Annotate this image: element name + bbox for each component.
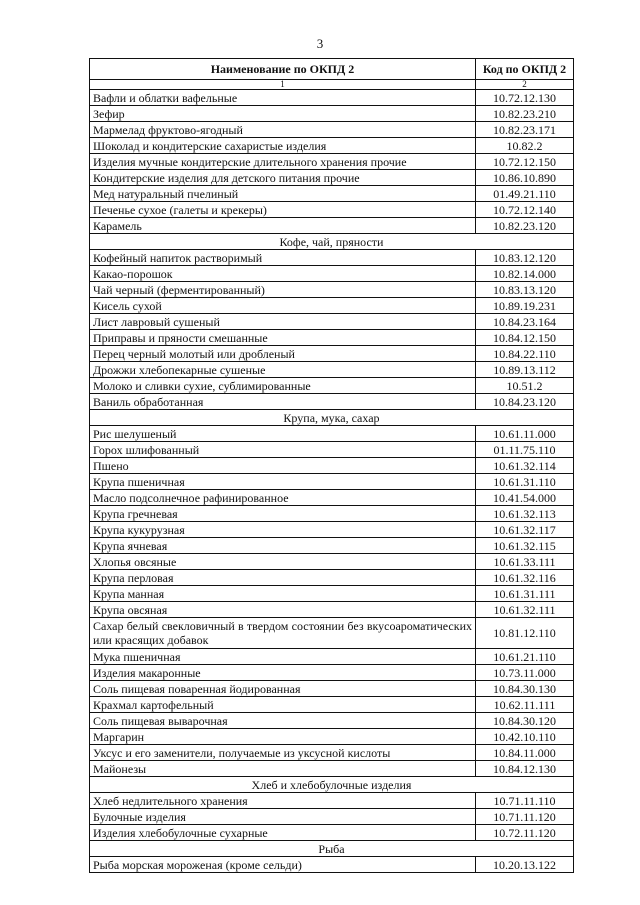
table-row xyxy=(90,570,574,586)
table-row xyxy=(90,522,574,538)
okpd-code: 10.61.32.111 xyxy=(476,602,574,618)
table-header-row xyxy=(90,59,574,80)
okpd-code: 10.83.13.120 xyxy=(476,282,574,298)
product-name: Изделия мучные кондитерские длительного хранения прочие xyxy=(90,154,476,170)
product-name: Дрожжи хлебопекарные сушеные xyxy=(90,362,476,378)
okpd-code: 10.51.2 xyxy=(476,378,574,394)
product-name: Уксус и его заменители, получаемые из уксусной кислоты xyxy=(90,745,476,761)
okpd-code: 10.72.12.150 xyxy=(476,154,574,170)
table-row xyxy=(90,729,574,745)
product-name: Кисель сухой xyxy=(90,298,476,314)
section-row xyxy=(90,234,574,250)
okpd-table xyxy=(89,58,574,873)
table-row xyxy=(90,426,574,442)
table-row xyxy=(90,681,574,697)
okpd-code: 10.84.22.110 xyxy=(476,346,574,362)
product-name: Печенье сухое (галеты и крекеры) xyxy=(90,202,476,218)
product-name: Рис шелушеный xyxy=(90,426,476,442)
table-row xyxy=(90,362,574,378)
okpd-code: 10.89.19.231 xyxy=(476,298,574,314)
table-row xyxy=(90,202,574,218)
okpd-code: 10.61.32.113 xyxy=(476,506,574,522)
okpd-code: 10.61.31.111 xyxy=(476,586,574,602)
page-number: 3 xyxy=(316,36,324,51)
product-name: Сахар белый свекловичный в твердом состоянии без вкусоароматических или красящих добавок xyxy=(90,618,476,649)
table-row xyxy=(90,474,574,490)
okpd-code: 10.71.11.110 xyxy=(476,793,574,809)
product-name: Крупа пшеничная xyxy=(90,474,476,490)
product-name: Крупа гречневая xyxy=(90,506,476,522)
section-title: Крупа, мука, сахар xyxy=(90,410,574,426)
table-row xyxy=(90,618,574,649)
product-name: Шоколад и кондитерские сахаристые изделия xyxy=(90,138,476,154)
column-index-row xyxy=(90,80,574,90)
table-row xyxy=(90,649,574,665)
product-name: Соль пищевая поваренная йодированная xyxy=(90,681,476,697)
header-name: Наименование по ОКПД 2 xyxy=(90,59,476,80)
table-row xyxy=(90,713,574,729)
okpd-code: 10.82.23.210 xyxy=(476,106,574,122)
table-row xyxy=(90,442,574,458)
table-row xyxy=(90,122,574,138)
product-name: Хлопья овсяные xyxy=(90,554,476,570)
product-name: Хлеб недлительного хранения xyxy=(90,793,476,809)
product-name: Соль пищевая выварочная xyxy=(90,713,476,729)
product-name: Лист лавровый сушеный xyxy=(90,314,476,330)
product-name: Крупа перловая xyxy=(90,570,476,586)
okpd-code: 10.84.23.120 xyxy=(476,394,574,410)
okpd-code: 10.84.12.130 xyxy=(476,761,574,777)
column-index-name: 1 xyxy=(90,80,476,90)
product-name: Изделия хлебобулочные сухарные xyxy=(90,825,476,841)
okpd-code: 10.61.32.115 xyxy=(476,538,574,554)
okpd-code: 10.62.11.111 xyxy=(476,697,574,713)
product-name: Пшено xyxy=(90,458,476,474)
okpd-code: 10.61.31.110 xyxy=(476,474,574,490)
product-name: Мармелад фруктово-ягодный xyxy=(90,122,476,138)
product-name: Крахмал картофельный xyxy=(90,697,476,713)
okpd-code: 10.81.12.110 xyxy=(476,618,574,649)
table-row xyxy=(90,170,574,186)
okpd-code: 01.11.75.110 xyxy=(476,442,574,458)
product-name: Перец черный молотый или дробленый xyxy=(90,346,476,362)
table-row xyxy=(90,346,574,362)
table-row xyxy=(90,298,574,314)
table-row xyxy=(90,490,574,506)
section-row xyxy=(90,841,574,857)
okpd-code: 10.61.32.114 xyxy=(476,458,574,474)
table-row xyxy=(90,218,574,234)
table-row xyxy=(90,538,574,554)
okpd-code: 10.20.13.122 xyxy=(476,857,574,873)
table-row xyxy=(90,330,574,346)
product-name: Масло подсолнечное рафинированное xyxy=(90,490,476,506)
table-row xyxy=(90,554,574,570)
product-name: Крупа ячневая xyxy=(90,538,476,554)
product-name: Молоко и сливки сухие, сублимированные xyxy=(90,378,476,394)
section-title: Кофе, чай, пряности xyxy=(90,234,574,250)
table-row xyxy=(90,697,574,713)
table-row xyxy=(90,138,574,154)
product-name: Рыба морская мороженая (кроме сельди) xyxy=(90,857,476,873)
product-name: Карамель xyxy=(90,218,476,234)
okpd-code: 10.61.33.111 xyxy=(476,554,574,570)
table-row xyxy=(90,586,574,602)
product-name: Горох шлифованный xyxy=(90,442,476,458)
table-row xyxy=(90,745,574,761)
product-name: Майонезы xyxy=(90,761,476,777)
section-title: Хлеб и хлебобулочные изделия xyxy=(90,777,574,793)
product-name: Изделия макаронные xyxy=(90,665,476,681)
okpd-code: 10.72.12.140 xyxy=(476,202,574,218)
table-row xyxy=(90,761,574,777)
product-name: Маргарин xyxy=(90,729,476,745)
okpd-code: 10.89.13.112 xyxy=(476,362,574,378)
okpd-code: 10.61.32.116 xyxy=(476,570,574,586)
table-row xyxy=(90,458,574,474)
product-name: Какао-порошок xyxy=(90,266,476,282)
okpd-code: 01.49.21.110 xyxy=(476,186,574,202)
product-name: Зефир xyxy=(90,106,476,122)
okpd-code: 10.82.23.171 xyxy=(476,122,574,138)
product-name: Кондитерские изделия для детского питания прочие xyxy=(90,170,476,186)
product-name: Кофейный напиток растворимый xyxy=(90,250,476,266)
okpd-code: 10.83.12.120 xyxy=(476,250,574,266)
table-row xyxy=(90,154,574,170)
okpd-code: 10.41.54.000 xyxy=(476,490,574,506)
okpd-code: 10.71.11.120 xyxy=(476,809,574,825)
table-row xyxy=(90,186,574,202)
header-code: Код по ОКПД 2 xyxy=(476,59,574,80)
product-name: Ваниль обработанная xyxy=(90,394,476,410)
product-name: Мед натуральный пчелиный xyxy=(90,186,476,202)
table-row xyxy=(90,857,574,873)
okpd-code: 10.86.10.890 xyxy=(476,170,574,186)
table-row xyxy=(90,809,574,825)
table-row xyxy=(90,282,574,298)
product-name: Чай черный (ферментированный) xyxy=(90,282,476,298)
okpd-code: 10.84.11.000 xyxy=(476,745,574,761)
table-row xyxy=(90,314,574,330)
okpd-code: 10.84.30.120 xyxy=(476,713,574,729)
okpd-code: 10.82.14.000 xyxy=(476,266,574,282)
table-row xyxy=(90,793,574,809)
okpd-code: 10.61.21.110 xyxy=(476,649,574,665)
table-row xyxy=(90,266,574,282)
okpd-code: 10.84.23.164 xyxy=(476,314,574,330)
table-row xyxy=(90,90,574,106)
okpd-code: 10.73.11.000 xyxy=(476,665,574,681)
table-body xyxy=(90,90,574,873)
table-row xyxy=(90,602,574,618)
product-name: Мука пшеничная xyxy=(90,649,476,665)
product-name: Булочные изделия xyxy=(90,809,476,825)
section-row xyxy=(90,410,574,426)
section-title: Рыба xyxy=(90,841,574,857)
product-name: Крупа манная xyxy=(90,586,476,602)
table-row xyxy=(90,394,574,410)
okpd-code: 10.61.11.000 xyxy=(476,426,574,442)
okpd-code: 10.72.11.120 xyxy=(476,825,574,841)
okpd-code: 10.61.32.117 xyxy=(476,522,574,538)
product-name: Приправы и пряности смешанные xyxy=(90,330,476,346)
table-row xyxy=(90,665,574,681)
table-row xyxy=(90,378,574,394)
table-row xyxy=(90,825,574,841)
okpd-code: 10.82.23.120 xyxy=(476,218,574,234)
okpd-code: 10.72.12.130 xyxy=(476,90,574,106)
product-name: Вафли и облатки вафельные xyxy=(90,90,476,106)
okpd-code: 10.42.10.110 xyxy=(476,729,574,745)
okpd-code: 10.84.12.150 xyxy=(476,330,574,346)
table-row xyxy=(90,250,574,266)
product-name: Крупа овсяная xyxy=(90,602,476,618)
table-row xyxy=(90,106,574,122)
okpd-code: 10.84.30.130 xyxy=(476,681,574,697)
table-row xyxy=(90,506,574,522)
section-row xyxy=(90,777,574,793)
okpd-code: 10.82.2 xyxy=(476,138,574,154)
product-name: Крупа кукурузная xyxy=(90,522,476,538)
column-index-code: 2 xyxy=(476,80,574,90)
